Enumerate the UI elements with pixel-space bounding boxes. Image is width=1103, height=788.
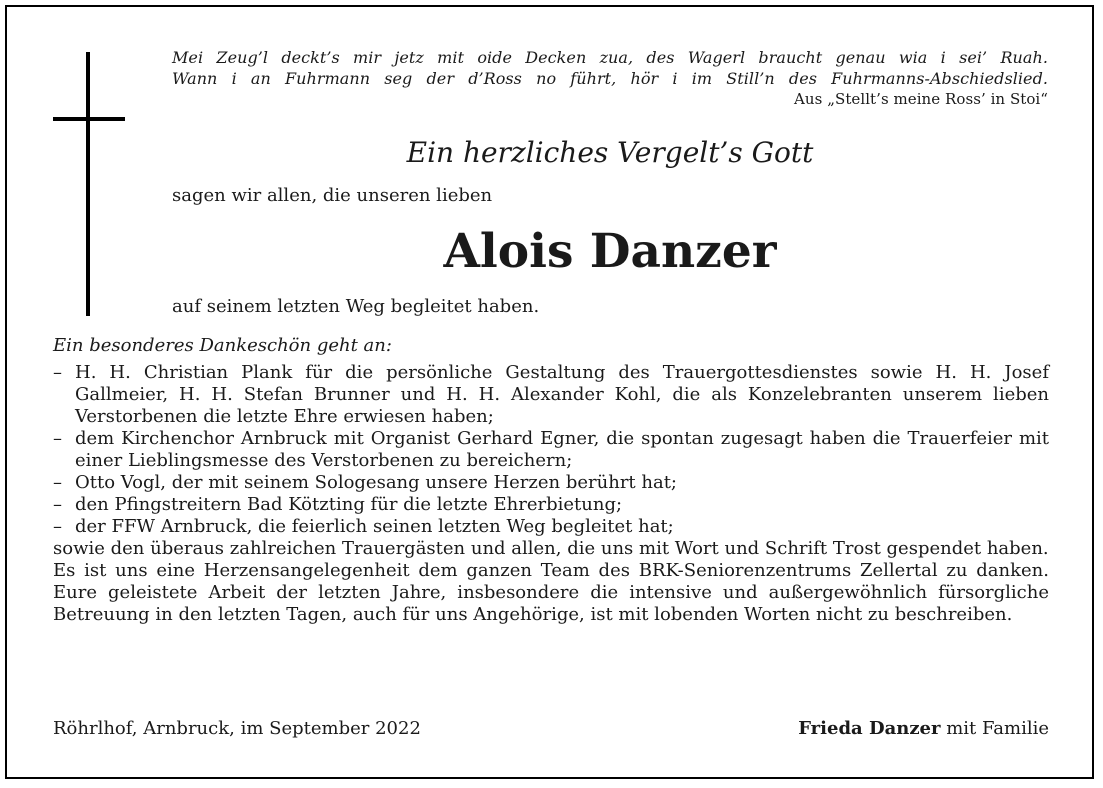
- deceased-name: Alois Danzer: [443, 224, 777, 279]
- list-item-text: der FFW Arnbruck, die feierlich seinen letzten Weg begleitet hat;: [75, 516, 674, 537]
- verse-source: Aus „Stellt’s meine Ross’ in Stoi“: [794, 90, 1048, 108]
- intro-text: sagen wir allen, die unseren lieben: [172, 185, 493, 206]
- list-dash: –: [53, 362, 62, 383]
- list-dash: –: [53, 428, 62, 449]
- signer-name: Frieda Danzer: [798, 718, 941, 739]
- list-dash: –: [53, 516, 62, 537]
- list-dash: –: [53, 494, 62, 515]
- signature-line: [53, 718, 1049, 739]
- cross-icon-bar: [53, 117, 125, 121]
- list-item-text: den Pfingstreitern Bad Kötzting für die letzte Ehrerbietung;: [75, 494, 623, 515]
- list-item: [53, 494, 1049, 516]
- verse-line: Wann i an Fuhrmann seg der d’Ross no führt, hör i im Still’n des Fuhrmanns-Abschiedslied.: [172, 69, 1048, 88]
- verse-block: [172, 47, 1048, 110]
- outro-text: auf seinem letzten Weg begleitet haben.: [172, 296, 540, 317]
- cross-icon: [86, 52, 90, 316]
- list-item-text: H. H. Christian Plank für die persönliche Gestaltung des Trauergottesdienstes sowie H. H. Josef Gallmeier, H. H. Stefan Brunner und H. H. Alexander Kohl, die als Konzelebranten unserem lieben Verstorbenen die letzte Ehre erwiesen haben;: [75, 362, 1049, 427]
- verse-line: Mei Zeug’l deckt’s mir jetz mit oide Decken zua, des Wagerl braucht genau wia i sei’ Ruah.: [172, 48, 1048, 67]
- closing-paragraph: sowie den überaus zahlreichen Trauergästen und allen, die uns mit Wort und Schrift Trost gespendet haben.: [53, 538, 1049, 559]
- thanks-heading: Ein besonderes Dankeschön geht an:: [53, 335, 392, 356]
- list-item-text: Otto Vogl, der mit seinem Sologesang unsere Herzen berührt hat;: [75, 472, 677, 493]
- list-dash: –: [53, 472, 62, 493]
- list-item: [53, 516, 1049, 538]
- signer-suffix: mit Familie: [940, 718, 1049, 739]
- notice-title: Ein herzliches Vergelt’s Gott: [406, 136, 814, 169]
- signer: [798, 718, 1049, 739]
- list-item: [53, 428, 1049, 472]
- list-item: [53, 362, 1049, 428]
- list-item: [53, 472, 1049, 494]
- brk-paragraph: Es ist uns eine Herzensangelegenheit dem ganzen Team des BRK-Seniorenzentrums Zellertal zu danken. Eure geleistete Arbeit der letzten Jahre, insbesondere die intensive und außergewöhnlich fürsorgliche Betreuung in den letzten Tagen, auch für uns Angehörige, ist mit lobenden Worten nicht zu beschreiben.: [53, 560, 1049, 625]
- thanks-section: [53, 335, 1049, 626]
- list-item-text: dem Kirchenchor Arnbruck mit Organist Gerhard Egner, die spontan zugesagt haben die Trauerfeier mit einer Lieblingsmesse des Verstorbenen zu bereichern;: [75, 428, 1049, 471]
- place-date: Röhrlhof, Arnbruck, im September 2022: [53, 718, 421, 739]
